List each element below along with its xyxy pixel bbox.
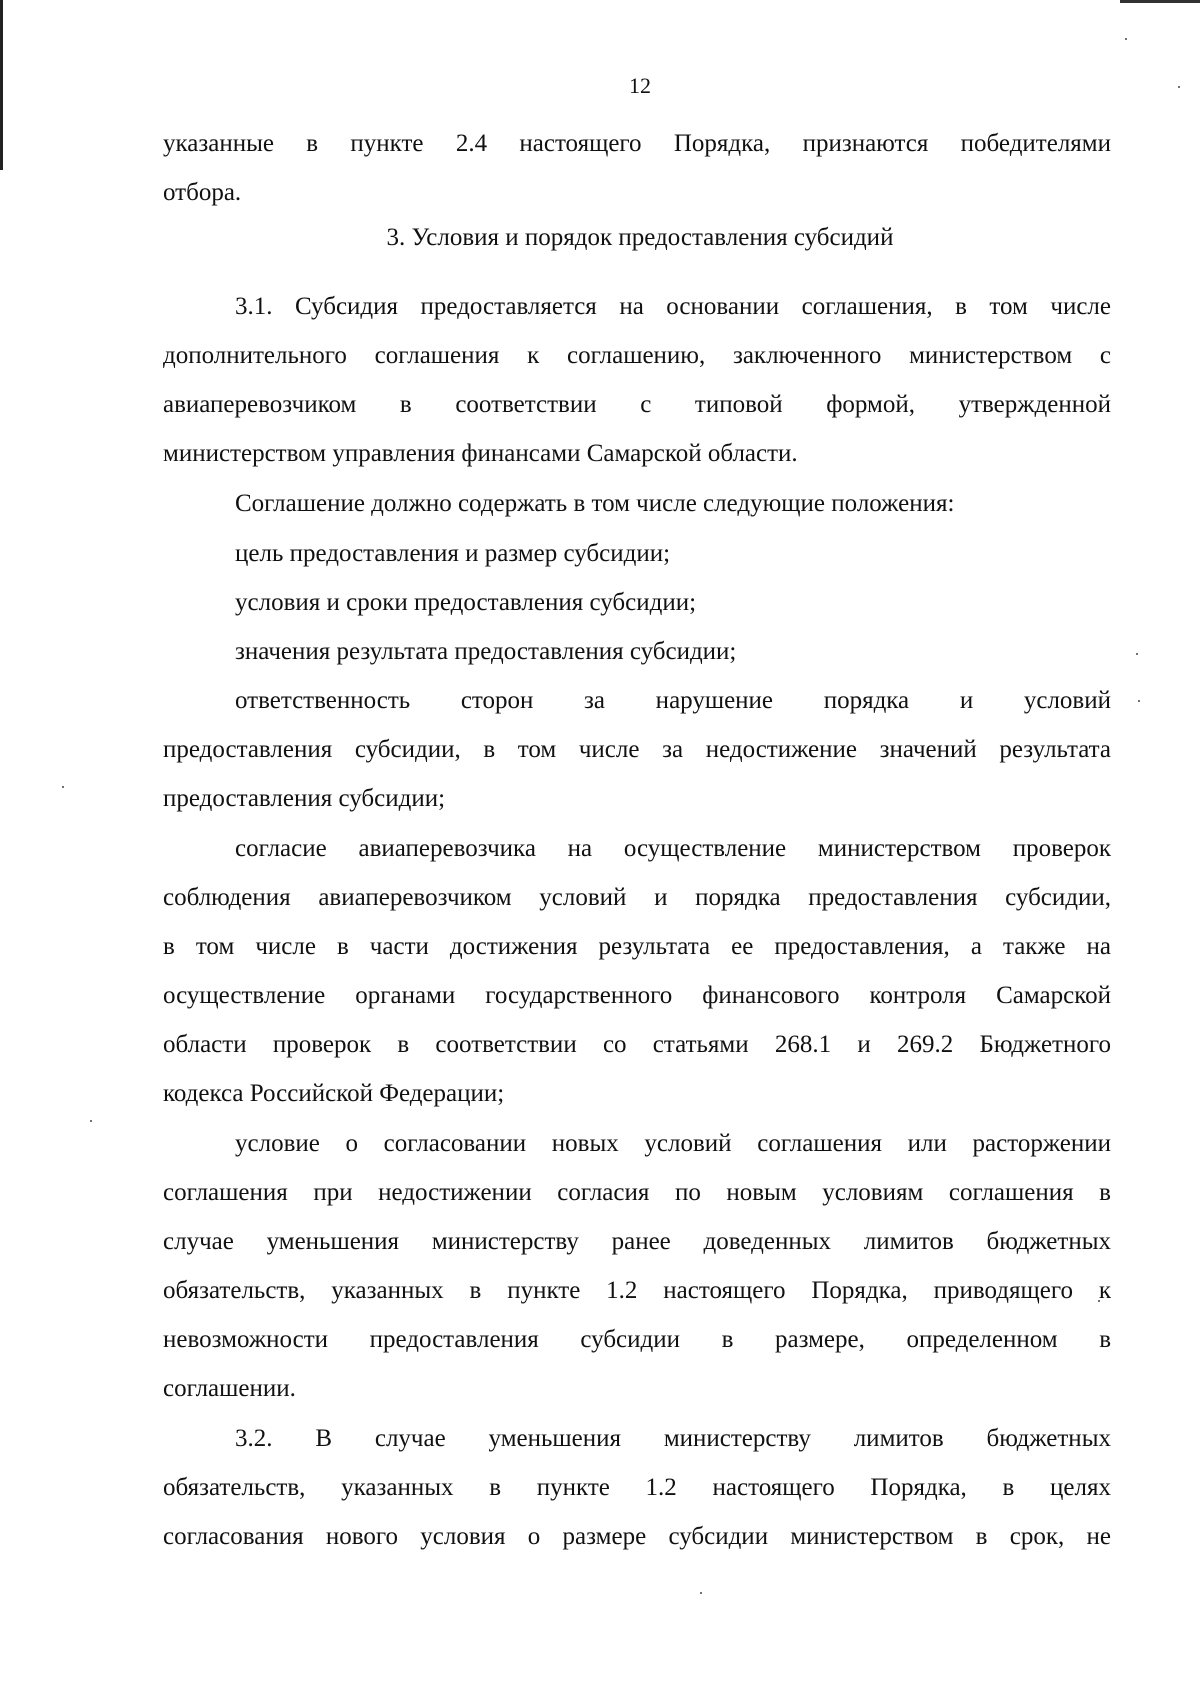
text-line: указанные в пункте 2.4 настоящего Порядка, признаются победителями [163,130,1111,157]
text-line: цель предоставления и размер субсидии; [235,540,671,567]
section-heading: 3. Условия и порядок предоставления субсидий [386,224,894,251]
scan-speck [62,786,64,788]
text-line: ответственность сторон за нарушение порядка и условий [235,687,1111,714]
scan-speck [1125,38,1127,40]
text-line: отбора. [163,179,242,206]
text-line: условие о согласовании новых условий соглашения или расторжении [235,1130,1111,1157]
text-line: соглашения при недостижении согласия по новым условиям соглашения в [163,1179,1111,1206]
text-line: невозможности предоставления субсидии в размере, определенном в [163,1326,1111,1353]
text-line: соглашении. [163,1375,296,1402]
text-line: предоставления субсидии; [163,785,446,812]
scan-speck [1138,700,1140,702]
text-line: согласие авиаперевозчика на осуществление министерством проверок [235,835,1111,862]
text-line: в том числе в части достижения результата ее предоставления, а также на [163,933,1111,960]
text-line: авиаперевозчиком в соответствии с типовой формой, утвержденной [163,391,1111,418]
text-line: значения результата предоставления субсидии; [235,638,737,665]
scan-speck [90,1120,92,1122]
text-line: 3.1. Субсидия предоставляется на основании соглашения, в том числе [235,293,1111,320]
text-line: министерством управления финансами Самарской области. [163,440,798,467]
text-line: области проверок в соответствии со статьями 268.1 и 269.2 Бюджетного [163,1031,1111,1058]
text-line: случае уменьшения министерству ранее доведенных лимитов бюджетных [163,1228,1111,1255]
page-number: 12 [629,73,651,98]
text-line: 3.2. В случае уменьшения министерству лимитов бюджетных [235,1425,1111,1452]
text-line: осуществление органами государственного финансового контроля Самарской [163,982,1111,1009]
text-line: обязательств, указанных в пункте 1.2 настоящего Порядка, в целях [163,1474,1111,1501]
text-line: обязательств, указанных в пункте 1.2 настоящего Порядка, приводящего к [163,1277,1111,1304]
text-line: Соглашение должно содержать в том числе следующие положения: [235,490,955,517]
scan-top-mark [1120,0,1200,3]
text-line: условия и сроки предоставления субсидии; [235,589,697,616]
scan-speck [700,1592,702,1594]
text-line: кодекса Российской Федерации; [163,1080,505,1107]
text-line: согласования нового условия о размере субсидии министерством в срок, не [163,1523,1111,1550]
text-line: соблюдения авиаперевозчиком условий и порядка предоставления субсидии, [163,884,1111,911]
scan-speck [1136,653,1138,655]
text-line: дополнительного соглашения к соглашению, заключенного министерством с [163,342,1111,369]
text-line: предоставления субсидии, в том числе за недостижение значений результата [163,736,1111,763]
